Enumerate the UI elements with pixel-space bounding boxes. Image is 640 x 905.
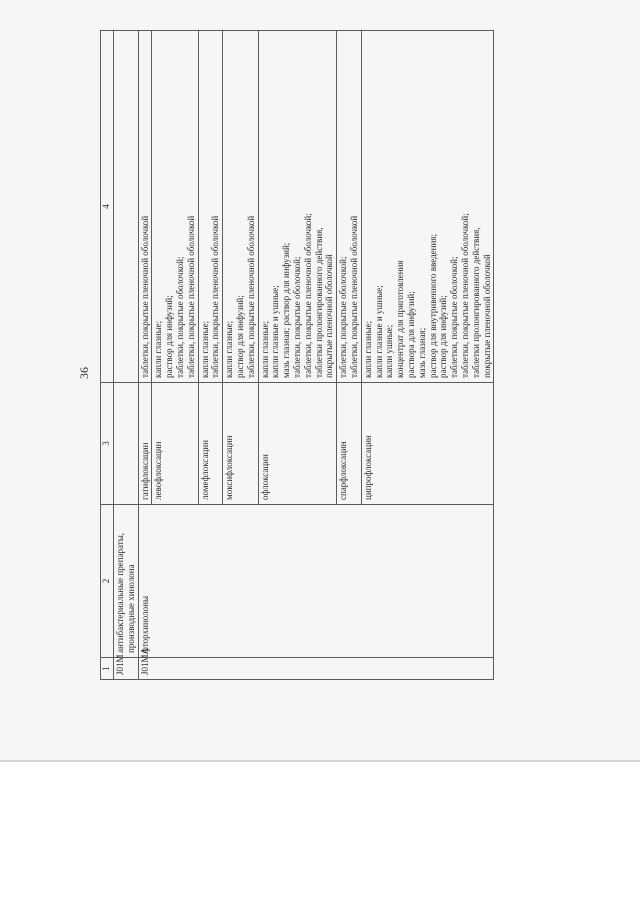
group-row [114, 31, 139, 680]
group-code: J01M [114, 658, 139, 680]
dosage-forms [223, 31, 258, 383]
dosage-forms [337, 31, 362, 383]
dosage-form: таблетки, покрытые оболочкой; [338, 256, 349, 378]
dosage-form: раствор для инфузий; [438, 295, 449, 378]
drug-name: спарфлоксацин [337, 383, 362, 505]
dosage-form: таблетки, покрытые оболочкой; [449, 256, 460, 378]
dosage-form: таблетки, покрытые пленочной оболочкой [245, 215, 256, 378]
drug-name: офлоксацин [258, 383, 337, 505]
group-empty-4 [114, 31, 139, 383]
page-edge [0, 760, 640, 762]
dosage-form: таблетки пролонгированного действия, [313, 227, 324, 378]
header-col-3: 3 [101, 383, 114, 505]
dosage-form: таблетки, покрытые оболочкой; [291, 256, 302, 378]
dosage-form: концентрат для приготовления [395, 260, 406, 378]
dosage-form: раствор для внутривенного введения; [427, 234, 438, 378]
header-col-4: 4 [101, 31, 114, 383]
drug-name: левофлоксацин [152, 383, 198, 505]
dosage-form: капли ушные; [384, 324, 395, 378]
dosage-form: таблетки пролонгированного действия, [470, 227, 481, 378]
drug-name: моксифлоксацин [223, 383, 258, 505]
header-col-1: 1 [101, 658, 114, 680]
group-name: антибактериальные препараты, производные хинолона [114, 505, 139, 658]
header-col-2: 2 [101, 505, 114, 658]
dosage-forms [198, 31, 223, 383]
dosage-form: мазь глазная; [416, 327, 427, 378]
dosage-form: раствора для инфузий; [405, 291, 416, 378]
dosage-form: таблетки, покрытые пленочной оболочкой [348, 215, 359, 378]
dosage-form: таблетки, покрытые пленочной оболочкой; [302, 213, 313, 378]
dosage-form: капли глазные и ушные; [270, 285, 281, 378]
header-row [101, 31, 114, 680]
subgroup-name: фторхинолоны [138, 505, 494, 658]
drug-name: ципрофлоксацин [361, 383, 494, 505]
dosage-forms [138, 31, 152, 383]
dosage-form: таблетки, покрытые пленочной оболочкой; [459, 213, 470, 378]
subgroup-code: J01MA [138, 658, 494, 680]
dosage-forms [258, 31, 337, 383]
dosage-form: таблетки, покрытые пленочной оболочкой [185, 215, 196, 378]
dosage-form: капли глазные и ушные; [373, 285, 384, 378]
drug-table [100, 30, 494, 680]
drug-name: ломефлоксацин [198, 383, 223, 505]
dosage-form: таблетки, покрытые пленочной оболочкой [210, 215, 221, 378]
drug-name: гатифлоксацин [138, 383, 152, 505]
page-number: 36 [77, 367, 91, 379]
drug-row [138, 31, 152, 680]
dosage-form: капли глазные; [199, 320, 210, 378]
dosage-form: капли глазные; [153, 320, 164, 378]
dosage-form: раствор для инфузий; [234, 295, 245, 378]
dosage-form: капли глазные; [362, 320, 373, 378]
group-empty-3 [114, 383, 139, 505]
dosage-forms [361, 31, 494, 383]
rotated-table-frame [100, 30, 530, 680]
dosage-form: мазь глазная; раствор для инфузий; [281, 242, 292, 378]
dosage-forms [152, 31, 198, 383]
dosage-form: капли глазные; [224, 320, 235, 378]
dosage-form: таблетки, покрытые оболочкой; [174, 256, 185, 378]
dosage-form: таблетки, покрытые пленочной оболочкой [139, 215, 150, 378]
dosage-form: покрытые пленочной оболочкой [324, 254, 335, 378]
dosage-form: покрытые пленочной оболочкой [481, 254, 492, 378]
dosage-form: раствор для инфузий; [164, 295, 175, 378]
dosage-form: капли глазные; [259, 320, 270, 378]
